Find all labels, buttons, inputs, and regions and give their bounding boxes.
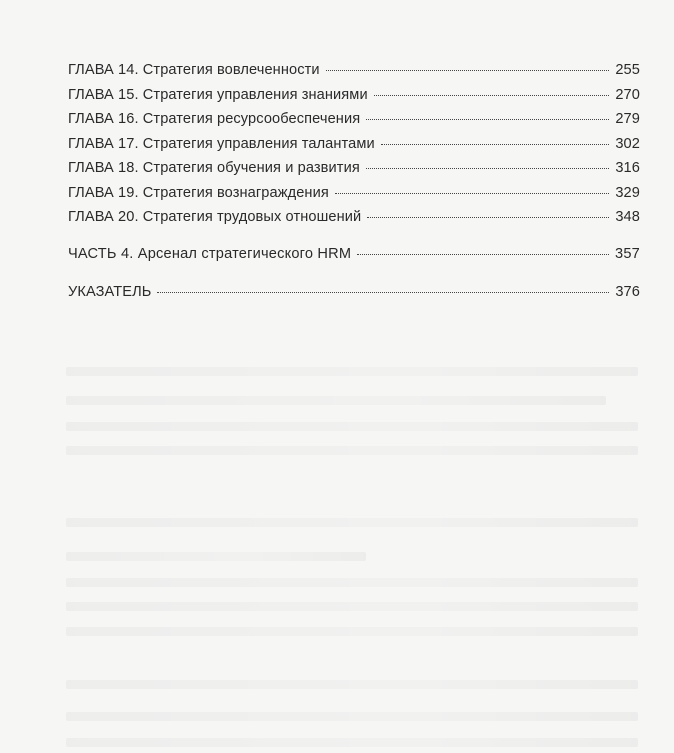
- toc-index-page: 376: [615, 284, 640, 300]
- show-through-line: [66, 602, 638, 611]
- toc-entry-chapter-17: [68, 136, 640, 161]
- toc-entry-part-4: [68, 246, 640, 271]
- toc-entry-title: ГЛАВА 14. Стратегия вовлеченности: [68, 62, 320, 78]
- toc-entry-page: 316: [615, 160, 640, 176]
- toc-entry-page: 329: [615, 184, 640, 201]
- toc-entry-title: ГЛАВА 20. Стратегия трудовых отношений: [68, 209, 362, 225]
- show-through-line: [66, 738, 638, 747]
- toc-entry-page: 279: [615, 111, 640, 127]
- show-through-line: [66, 627, 638, 636]
- show-through-line: [66, 446, 638, 455]
- show-through-line: [66, 552, 366, 561]
- toc-part-page: 357: [615, 245, 640, 262]
- toc-entry-index: [68, 284, 640, 309]
- toc-index-title: УКАЗАТЕЛЬ: [68, 284, 152, 300]
- show-through-line: [66, 712, 638, 721]
- show-through-line: [66, 680, 638, 689]
- toc-entry-title: ГЛАВА 18. Стратегия обучения и развития: [68, 160, 360, 176]
- dot-leader: [374, 95, 610, 96]
- toc-entry-page: 255: [615, 62, 640, 78]
- dot-leader: [357, 254, 609, 255]
- toc-entry-title: ГЛАВА 19. Стратегия вознаграждения: [68, 184, 329, 201]
- show-through-line: [66, 518, 638, 527]
- dot-leader: [367, 217, 609, 218]
- dot-leader: [366, 168, 610, 169]
- toc-entry-chapter-14: [68, 62, 640, 87]
- toc-entry-chapter-18: [68, 160, 640, 185]
- dot-leader: [335, 193, 609, 194]
- dot-leader: [366, 119, 609, 120]
- toc-entry-page: 302: [615, 135, 640, 152]
- dot-leader: [326, 70, 610, 71]
- dot-leader: [381, 144, 610, 145]
- toc-entry-chapter-15: [68, 87, 640, 112]
- toc-entry-chapter-20: [68, 209, 640, 234]
- show-through-line: [66, 396, 606, 405]
- table-of-contents: [68, 62, 640, 309]
- toc-entry-title: ГЛАВА 17. Стратегия управления талантами: [68, 135, 375, 152]
- dot-leader: [157, 292, 609, 293]
- toc-entry-chapter-19: [68, 185, 640, 210]
- show-through-line: [66, 422, 638, 431]
- toc-entry-title: ГЛАВА 15. Стратегия управления знаниями: [68, 86, 368, 103]
- toc-part-title: ЧАСТЬ 4. Арсенал стратегического HRM: [68, 245, 352, 262]
- toc-entry-page: 348: [615, 209, 640, 225]
- show-through-line: [66, 367, 638, 376]
- toc-entry-title: ГЛАВА 16. Стратегия ресурсообеспечения: [68, 111, 361, 127]
- toc-entry-page: 270: [615, 86, 640, 103]
- toc-entry-chapter-16: [68, 111, 640, 136]
- show-through-line: [66, 578, 638, 587]
